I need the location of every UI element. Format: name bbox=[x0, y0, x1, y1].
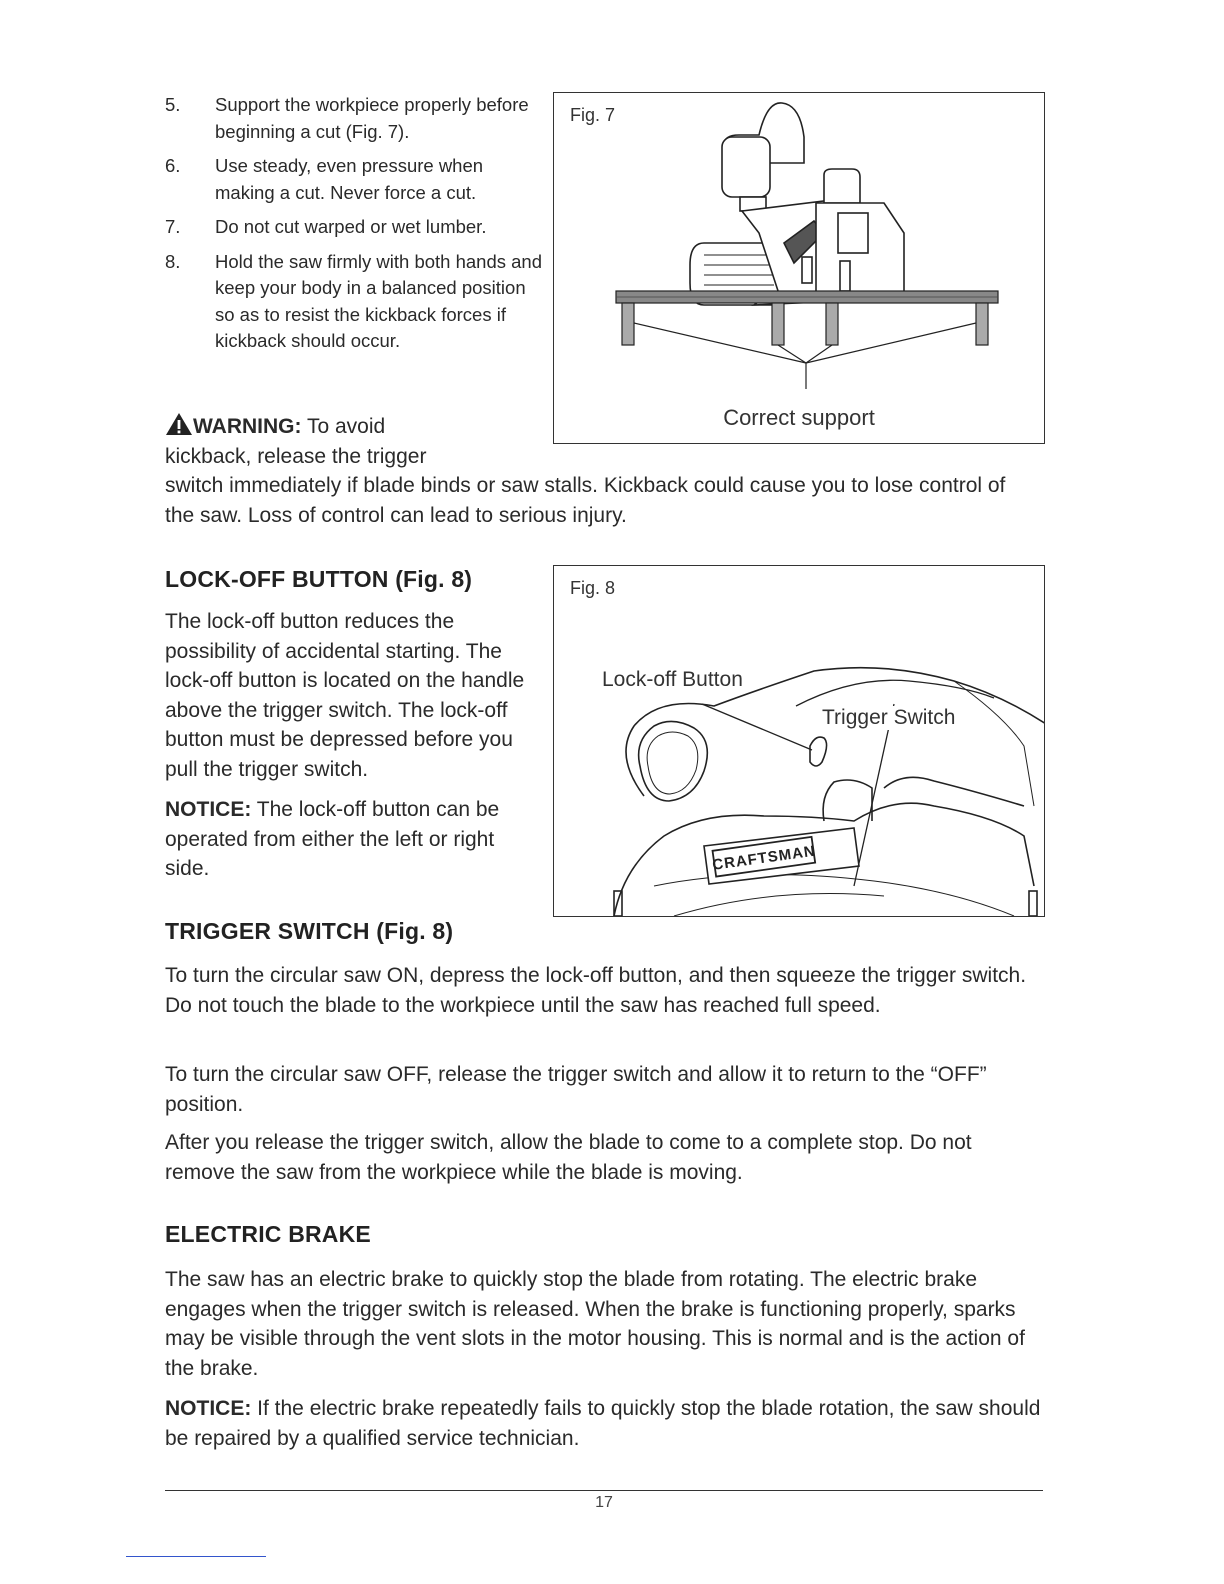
footnote-rule bbox=[126, 1556, 266, 1557]
brake-notice bbox=[165, 1394, 1045, 1453]
list-item bbox=[165, 249, 545, 355]
notice-text: The lock-off button can be operated from either the left or right side. bbox=[165, 798, 500, 880]
lockoff-heading: LOCK-OFF BUTTON (Fig. 8) bbox=[165, 566, 473, 592]
list-number: 8. bbox=[165, 250, 181, 272]
fig8-box bbox=[553, 565, 1045, 917]
fig7-box bbox=[553, 92, 1045, 444]
brand-badge-text: CRAFTSMAN bbox=[711, 842, 817, 874]
fig8-label: Fig. 8 bbox=[570, 578, 616, 598]
warning-lead bbox=[165, 412, 495, 471]
notice-label: NOTICE: bbox=[165, 798, 252, 821]
brake-heading: ELECTRIC BRAKE bbox=[165, 1221, 371, 1247]
safety-list bbox=[165, 92, 545, 363]
lockoff-body: The lock-off button reduces the possibility of accidental starting. The lock-off button is located on the handle above the trigger switch. The lock-off button must be depressed before you pull the trigger switch. bbox=[165, 610, 525, 781]
list-text: Support the workpiece properly before beginning a cut (Fig. 7). bbox=[215, 94, 529, 142]
list-item bbox=[165, 153, 545, 206]
lockoff-notice bbox=[165, 795, 543, 884]
page-number: 17 bbox=[595, 1494, 613, 1511]
list-number: 5. bbox=[165, 94, 181, 115]
warning-line2: kickback, release the trigger bbox=[165, 444, 427, 468]
callout-lockoff-label: Lock-off Button bbox=[602, 668, 743, 691]
trigger-heading: TRIGGER SWITCH (Fig. 8) bbox=[165, 918, 454, 944]
lock-off-trigger-illustration bbox=[554, 566, 1044, 916]
callout-trigger-label: Trigger Switch bbox=[818, 706, 959, 730]
warning-label: WARNING: bbox=[193, 415, 302, 438]
warning-triangle-icon bbox=[165, 412, 193, 436]
trigger-p1: To turn the circular saw ON, depress the lock-off button, and then squeeze the trigger switch. Do not touch the blade to the workpiece until the saw has reached full speed. bbox=[165, 964, 1027, 1017]
list-text: Hold the saw firmly with both hands and keep your body in a balanced position so as to resist the kickback forces if kickback should occur. bbox=[215, 250, 543, 351]
list-item bbox=[165, 92, 545, 145]
brake-p1: The saw has an electric brake to quickly stop the blade from rotating. The electric brake engages when the trigger switch is released. When the brake is functioning properly, sparks may be visible through the vent slots in the motor housing. This is normal and is the action of the brake. bbox=[165, 1268, 1025, 1380]
trigger-p3: After you release the trigger switch, allow the blade to come to a complete stop. Do not remove the saw from the workpiece while the blade is moving. bbox=[165, 1131, 972, 1184]
list-number: 6. bbox=[165, 155, 181, 176]
circular-saw-support-illustration bbox=[554, 93, 1044, 393]
fig7-caption: Correct support bbox=[723, 405, 875, 430]
warning-rest: switch immediately if blade binds or saw stalls. Kickback could cause you to lose control of the saw. Loss of control can lead to serious injury. bbox=[165, 474, 1006, 527]
list-number: 7. bbox=[165, 216, 181, 237]
notice-text: If the electric brake repeatedly fails to quickly stop the blade rotation, the saw should be repaired by a qualified service technician. bbox=[165, 1397, 1041, 1450]
footer-rule bbox=[165, 1490, 1043, 1491]
fig7-label: Fig. 7 bbox=[570, 105, 616, 125]
list-text: Use steady, even pressure when making a cut. Never force a cut. bbox=[215, 155, 484, 203]
trigger-p2: To turn the circular saw OFF, release the trigger switch and allow it to return to the “OFF” position. bbox=[165, 1063, 987, 1116]
notice-label: NOTICE: bbox=[165, 1397, 252, 1420]
list-item bbox=[165, 214, 545, 241]
list-text: Do not cut warped or wet lumber. bbox=[215, 216, 487, 237]
warning-lead-text: To avoid bbox=[301, 415, 386, 438]
